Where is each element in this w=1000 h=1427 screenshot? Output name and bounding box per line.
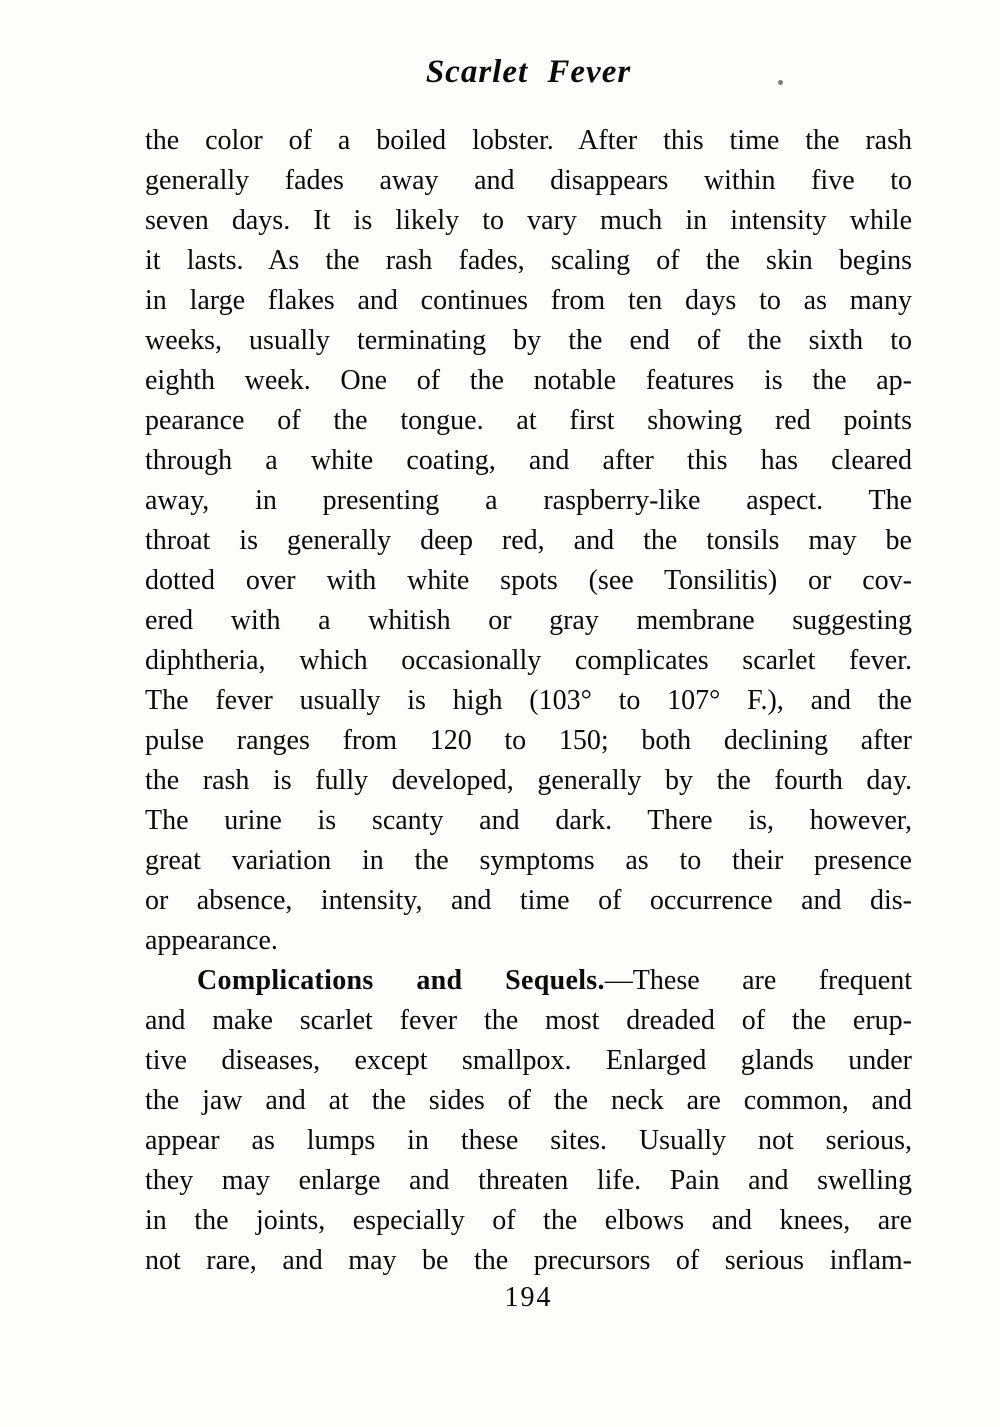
text-line: pearance of the tongue. at first showing red points: [145, 405, 912, 436]
text-line: The urine is scanty and dark. There is, however,: [145, 805, 912, 836]
section-heading: Complications and Sequels.: [197, 965, 605, 996]
text-line: or absence, intensity, and time of occurrence and dis-: [145, 885, 912, 916]
text-line: weeks, usually terminating by the end of the sixth to: [145, 325, 912, 356]
text-line: ered with a whitish or gray membrane suggesting: [145, 605, 912, 636]
scan-artifact-dot: [778, 80, 783, 85]
text-line: they may enlarge and threaten life. Pain and swelling: [145, 1165, 912, 1196]
paragraph-complications: [145, 1001, 912, 1281]
text-line: appearance.: [145, 925, 278, 956]
text-line: The fever usually is high (103° to 107° F.), and the: [145, 685, 912, 716]
text-line: the color of a boiled lobster. After this time the rash: [145, 125, 912, 156]
page-title: Scarlet Fever: [425, 54, 632, 90]
page-number: 194: [504, 1282, 553, 1313]
text-line: in the joints, especially of the elbows and knees, are: [145, 1205, 912, 1236]
text-line: the rash is fully developed, generally by the fourth day.: [145, 765, 912, 796]
paragraph-complications-lead-line: [145, 961, 912, 1001]
text-line: and make scarlet fever the most dreaded of the erup-: [145, 1005, 912, 1036]
text-line: dotted over with white spots (see Tonsilitis) or cov-: [145, 565, 912, 596]
section-lead-text: —These are frequent: [604, 965, 912, 996]
text-line: pulse ranges from 120 to 150; both declining after: [145, 725, 912, 756]
text-line: great variation in the symptoms as to their presence: [145, 845, 912, 876]
text-line: in large flakes and continues from ten days to as many: [145, 285, 912, 316]
text-line: throat is generally deep red, and the tonsils may be: [145, 525, 912, 556]
text-line: it lasts. As the rash fades, scaling of the skin begins: [145, 245, 912, 276]
paragraph-symptoms: [145, 121, 912, 961]
text-line: generally fades away and disappears within five to: [145, 165, 912, 196]
text-line: not rare, and may be the precursors of serious inflam-: [145, 1245, 912, 1276]
text-line: the jaw and at the sides of the neck are common, and: [145, 1085, 912, 1116]
text-line: appear as lumps in these sites. Usually not serious,: [145, 1125, 912, 1156]
text-line: tive diseases, except smallpox. Enlarged glands under: [145, 1045, 912, 1076]
text-line: diphtheria, which occasionally complicates scarlet fever.: [145, 645, 912, 676]
text-line: through a white coating, and after this has cleared: [145, 445, 912, 476]
page-body: [145, 121, 912, 1281]
text-line: seven days. It is likely to vary much in intensity while: [145, 205, 912, 236]
text-line: away, in presenting a raspberry-like aspect. The: [145, 485, 912, 516]
text-line: eighth week. One of the notable features is the ap-: [145, 365, 912, 396]
